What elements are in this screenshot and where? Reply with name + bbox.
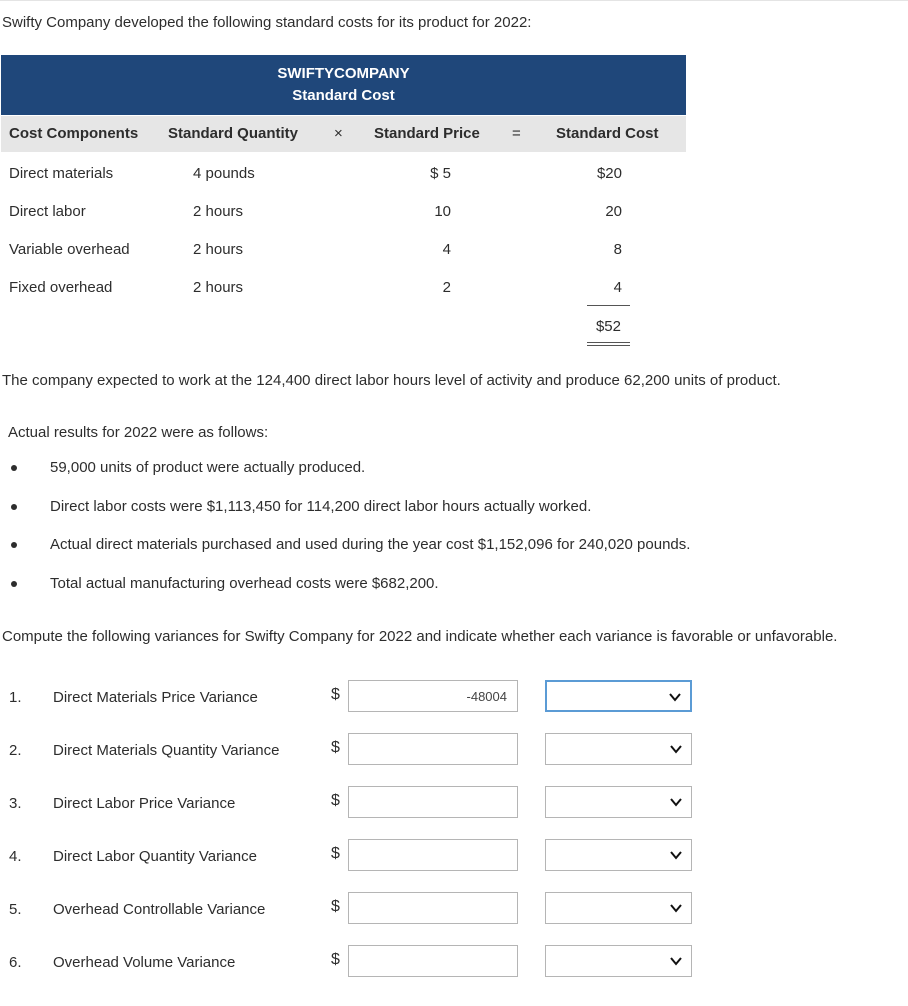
chevron-down-icon xyxy=(669,742,683,756)
dollar-sign: $ xyxy=(331,792,340,809)
equals-sign: = xyxy=(512,125,521,142)
variance-number: 5. xyxy=(9,901,22,918)
variance-row xyxy=(0,945,908,981)
cost-component: Direct labor xyxy=(9,203,86,220)
standard-cost: 8 xyxy=(613,241,622,258)
actual-results-heading: Actual results for 2022 were as follows: xyxy=(8,424,269,441)
favorable-unfavorable-select[interactable] xyxy=(545,892,692,924)
variance-label: Overhead Volume Variance xyxy=(53,954,236,971)
favorable-unfavorable-select[interactable] xyxy=(545,680,692,712)
variance-amount-input[interactable] xyxy=(348,892,518,924)
total-underline xyxy=(587,305,630,306)
variance-number: 6. xyxy=(9,954,22,971)
chevron-down-icon xyxy=(668,690,682,704)
favorable-unfavorable-select[interactable] xyxy=(545,733,692,765)
standard-price: 4 xyxy=(442,241,451,258)
variance-number: 3. xyxy=(9,795,22,812)
variance-row xyxy=(0,680,908,716)
list-item-text: Direct labor costs were $1,113,450 for 114,200 direct labor hours actually worked. xyxy=(50,497,592,515)
standard-cost-table-header xyxy=(1,55,686,115)
variance-number: 4. xyxy=(9,848,22,865)
chevron-down-icon xyxy=(669,901,683,915)
top-divider xyxy=(0,0,908,1)
company-name: SWIFTYCOMPANY xyxy=(277,65,410,82)
variance-label: Direct Materials Price Variance xyxy=(53,689,258,706)
list-item-text: 59,000 units of product were actually produced. xyxy=(50,459,366,476)
table-row xyxy=(1,230,686,268)
favorable-unfavorable-select[interactable] xyxy=(545,839,692,871)
dollar-sign: $ xyxy=(331,739,340,756)
bullet-icon xyxy=(11,504,17,510)
total-double-underline xyxy=(587,342,630,346)
standard-cost: $20 xyxy=(596,165,622,182)
list-item xyxy=(0,571,908,601)
list-item-text: Total actual manufacturing overhead costs were $682,200. xyxy=(50,574,439,592)
standard-cost: 20 xyxy=(605,203,622,220)
col-standard-quantity: Standard Quantity xyxy=(168,125,299,142)
chevron-down-icon xyxy=(669,954,683,968)
table-title: Standard Cost xyxy=(292,87,395,104)
variance-row xyxy=(0,786,908,822)
variance-label: Direct Labor Price Variance xyxy=(53,795,236,812)
bullet-icon xyxy=(11,465,17,471)
col-standard-price: Standard Price xyxy=(374,125,480,142)
chevron-down-icon xyxy=(669,795,683,809)
variance-label: Direct Labor Quantity Variance xyxy=(53,848,257,865)
dollar-sign: $ xyxy=(331,686,340,703)
variance-label: Overhead Controllable Variance xyxy=(53,901,266,918)
cost-component: Direct materials xyxy=(9,165,114,182)
standard-price: $ 5 xyxy=(430,165,451,182)
total-standard-cost: $52 xyxy=(595,318,621,335)
standard-price: 10 xyxy=(434,203,451,220)
table-row xyxy=(1,154,686,192)
instructions-text: Compute the following variances for Swifty Company for 2022 and indicate whether each variance is favorable or unfavorable. xyxy=(2,628,838,645)
table-row xyxy=(1,268,686,306)
list-item xyxy=(0,455,908,485)
col-cost-components: Cost Components xyxy=(9,125,139,142)
standard-quantity: 2 hours xyxy=(193,241,244,258)
bullet-icon xyxy=(11,581,17,587)
intro-text: Swifty Company developed the following standard costs for its product for 2022: xyxy=(2,14,532,31)
cost-component: Variable overhead xyxy=(9,241,130,258)
list-item-text: Actual direct materials purchased and used during the year cost $1,152,096 for 240,020 pounds. xyxy=(50,536,691,553)
variance-row xyxy=(0,733,908,769)
variance-amount-input[interactable] xyxy=(348,786,518,818)
standard-cost: 4 xyxy=(613,279,622,296)
dollar-sign: $ xyxy=(331,951,340,968)
variance-number: 1. xyxy=(9,689,22,706)
standard-quantity: 4 pounds xyxy=(193,165,255,182)
col-standard-cost: Standard Cost xyxy=(556,125,659,142)
times-sign: × xyxy=(334,125,343,142)
standard-price: 2 xyxy=(442,279,451,296)
favorable-unfavorable-select[interactable] xyxy=(545,945,692,977)
variance-row xyxy=(0,892,908,928)
list-item xyxy=(0,494,908,524)
dollar-sign: $ xyxy=(331,898,340,915)
variance-row xyxy=(0,839,908,875)
variance-amount-input[interactable] xyxy=(348,733,518,765)
list-item xyxy=(0,532,908,562)
variance-amount-input[interactable] xyxy=(348,839,518,871)
variance-amount-input[interactable] xyxy=(348,680,518,712)
favorable-unfavorable-select[interactable] xyxy=(545,786,692,818)
dollar-sign: $ xyxy=(331,845,340,862)
chevron-down-icon xyxy=(669,848,683,862)
variance-amount-input[interactable] xyxy=(348,945,518,977)
variance-label: Direct Materials Quantity Variance xyxy=(53,742,280,759)
standard-quantity: 2 hours xyxy=(193,279,244,296)
expected-activity-text: The company expected to work at the 124,400 direct labor hours level of activity and produce 62,200 units of product. xyxy=(2,372,781,389)
bullet-icon xyxy=(11,542,17,548)
table-row xyxy=(1,192,686,230)
variance-number: 2. xyxy=(9,742,22,759)
cost-component: Fixed overhead xyxy=(9,279,113,296)
table-column-headers xyxy=(1,116,686,152)
standard-quantity: 2 hours xyxy=(193,203,244,220)
